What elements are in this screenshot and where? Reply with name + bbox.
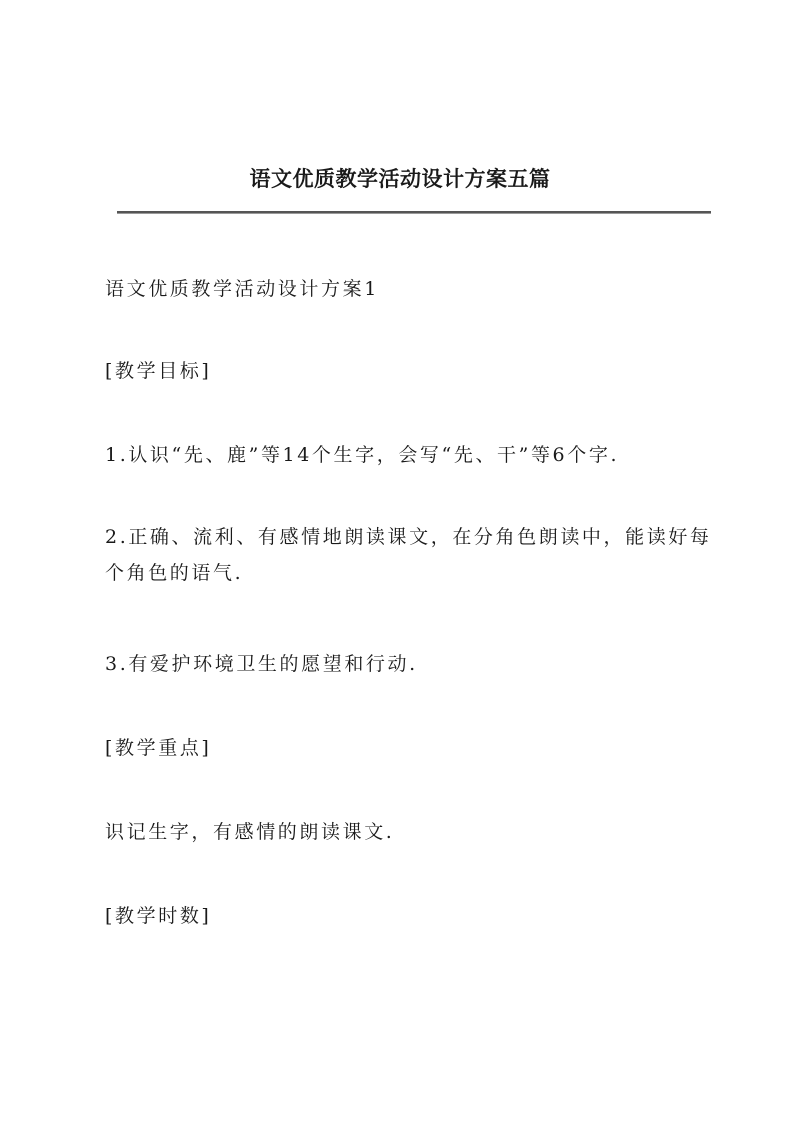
bracket-heading-key-points: [教学重点] <box>105 737 212 759</box>
paragraph-objective-3: 3.有爱护环境卫生的愿望和行动. <box>105 653 418 675</box>
bracket-heading-objectives: [教学目标] <box>105 360 212 382</box>
paragraph-objective-2: 2.正确、流利、有感情地朗读课文，在分角色朗读中，能读好每个角色的语气. <box>105 526 712 584</box>
paragraph-objective-1: 1.认识“先、鹿”等14个生字，会写“先、干”等6个字. <box>105 444 620 466</box>
document-title: 语文优质教学活动设计方案五篇 <box>249 166 551 191</box>
paragraph-key-points: 识记生字，有感情的朗读课文. <box>105 821 395 843</box>
section-heading: 语文优质教学活动设计方案1 <box>105 278 379 300</box>
title-divider <box>117 211 711 214</box>
bracket-heading-lesson-hours: [教学时数] <box>105 905 212 927</box>
